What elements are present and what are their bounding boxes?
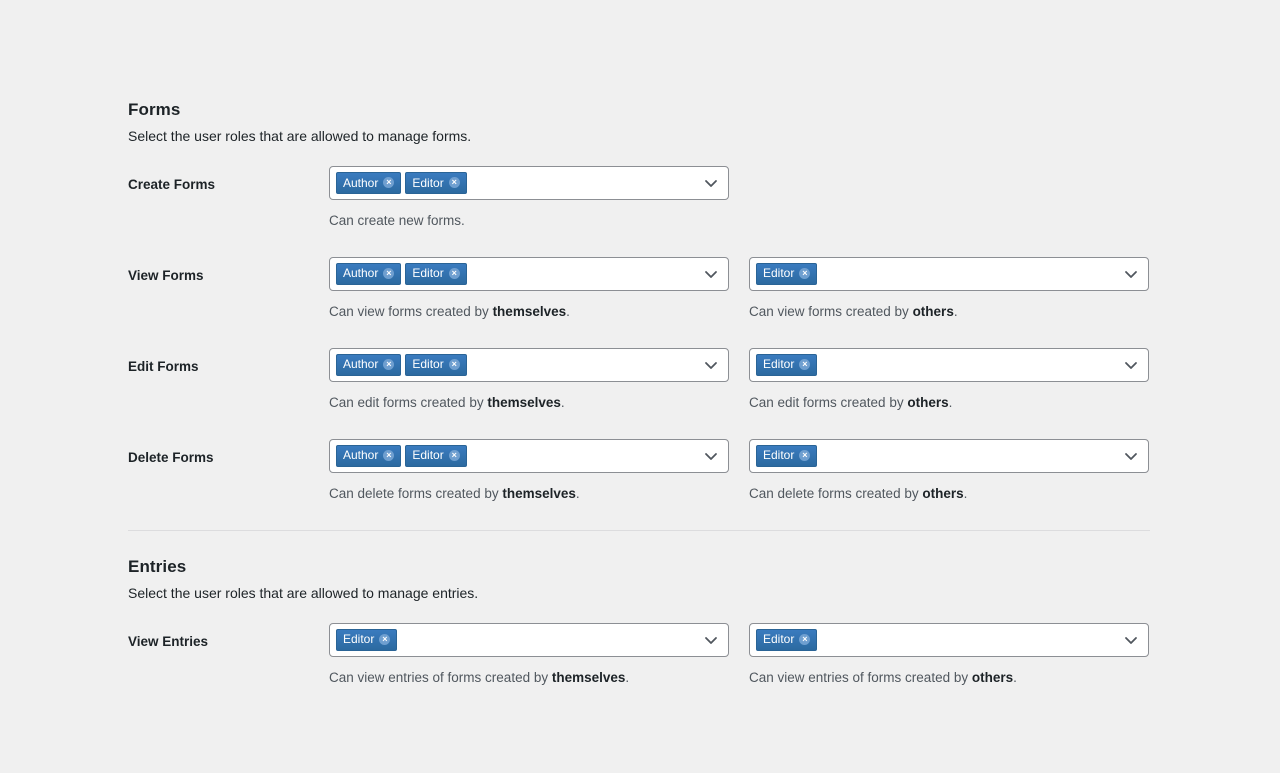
permission-row [128, 348, 1150, 413]
role-chip-label: Editor [763, 448, 795, 463]
role-chip-label: Editor [412, 175, 444, 190]
role-chip-label: Editor [343, 632, 375, 647]
chevron-down-icon [704, 358, 718, 372]
permission-field [749, 439, 1149, 504]
role-multiselect[interactable] [749, 439, 1149, 473]
role-chip-label: Editor [763, 357, 795, 372]
permission-field [329, 439, 729, 504]
permission-row-label: Create Forms [128, 177, 216, 192]
help-suffix: . [1013, 669, 1017, 685]
role-chip[interactable] [405, 263, 466, 285]
chevron-down-icon [1124, 358, 1138, 372]
section-title: Forms [128, 100, 181, 119]
help-emphasis: themselves [502, 485, 576, 501]
help-prefix: Can view entries of forms created by [749, 669, 972, 685]
role-chip-label: Author [343, 448, 379, 463]
help-emphasis: themselves [551, 669, 626, 685]
chevron-down-icon [1124, 267, 1138, 281]
role-chip-label: Author [343, 175, 379, 190]
role-chip-label: Editor [763, 266, 795, 281]
role-multiselect[interactable] [749, 348, 1149, 382]
permission-row [128, 439, 1150, 504]
permission-field [329, 166, 729, 231]
role-chip[interactable] [756, 263, 817, 285]
role-multiselect[interactable] [329, 439, 729, 473]
role-multiselect[interactable] [329, 623, 729, 657]
field-help-text [329, 485, 729, 504]
field-help-text [329, 394, 729, 413]
help-prefix: Can view forms created by [749, 303, 913, 319]
role-chip-label: Author [343, 357, 379, 372]
permission-fields [329, 257, 1150, 322]
field-help-text [329, 303, 729, 322]
chevron-down-icon [1124, 449, 1138, 463]
permission-fields [329, 166, 1150, 231]
role-chip-label: Editor [763, 632, 795, 647]
field-help-text [329, 669, 729, 688]
role-multiselect[interactable] [329, 166, 729, 200]
close-icon[interactable]: × [449, 359, 460, 370]
help-prefix: Can delete forms created by [329, 485, 503, 501]
close-icon[interactable]: × [799, 359, 810, 370]
help-emphasis: themselves [492, 303, 567, 319]
help-emphasis: others [907, 394, 949, 410]
role-chip-label: Editor [412, 448, 444, 463]
close-icon[interactable]: × [449, 450, 460, 461]
role-chip[interactable] [336, 263, 401, 285]
chevron-down-icon [704, 267, 718, 281]
role-chip[interactable] [756, 354, 817, 376]
chevron-down-icon [704, 449, 718, 463]
role-chip[interactable] [405, 172, 466, 194]
close-icon[interactable]: × [379, 634, 390, 645]
help-emphasis: others [922, 485, 964, 501]
help-suffix: . [566, 303, 570, 319]
field-help-text [749, 485, 1149, 504]
field-help-text [749, 394, 1149, 413]
close-icon[interactable]: × [799, 450, 810, 461]
help-emphasis: themselves [487, 394, 561, 410]
section-description: Select the user roles that are allowed to manage forms. [128, 128, 472, 144]
role-chip[interactable] [756, 629, 817, 651]
permission-row [128, 166, 1150, 231]
permission-row [128, 257, 1150, 322]
help-prefix: Can view forms created by [329, 303, 493, 319]
field-help-text [329, 212, 729, 231]
role-chip[interactable] [336, 172, 401, 194]
role-chip[interactable] [405, 354, 466, 376]
role-chip-label: Author [343, 266, 379, 281]
close-icon[interactable]: × [383, 450, 394, 461]
role-chip-label: Editor [412, 266, 444, 281]
permission-row [128, 623, 1150, 688]
role-multiselect[interactable] [329, 348, 729, 382]
help-emphasis: others [912, 303, 954, 319]
close-icon[interactable]: × [799, 634, 810, 645]
close-icon[interactable]: × [383, 268, 394, 279]
section-divider [128, 530, 1150, 531]
chevron-down-icon [1124, 633, 1138, 647]
help-suffix: . [953, 303, 958, 319]
role-multiselect[interactable] [749, 623, 1149, 657]
permission-field [749, 348, 1149, 413]
permission-field [329, 348, 729, 413]
permission-field [749, 623, 1149, 688]
help-prefix: Can edit forms created by [329, 394, 488, 410]
role-chip[interactable] [756, 445, 817, 467]
permission-row-label: Delete Forms [128, 449, 214, 465]
close-icon[interactable]: × [449, 177, 460, 188]
permission-fields [329, 348, 1150, 413]
settings-section [128, 100, 1150, 504]
section-description: Select the user roles that are allowed to manage entries. [128, 584, 479, 601]
role-chip[interactable] [336, 629, 397, 651]
help-suffix: . [625, 669, 630, 685]
chevron-down-icon [704, 176, 718, 190]
permission-field [329, 257, 729, 322]
help-prefix: Can edit forms created by [749, 394, 908, 410]
help-suffix: . [963, 485, 968, 501]
role-multiselect[interactable] [329, 257, 729, 291]
role-multiselect[interactable] [749, 257, 1149, 291]
sections-container [128, 100, 1280, 687]
help-suffix: . [575, 485, 580, 501]
close-icon[interactable]: × [799, 268, 810, 279]
close-icon[interactable]: × [383, 359, 394, 370]
help-emphasis: others [971, 669, 1014, 685]
permission-row-label: View Entries [128, 633, 209, 649]
close-icon[interactable]: × [449, 268, 460, 279]
field-help-text [749, 669, 1149, 688]
permission-fields [329, 439, 1150, 504]
permission-field [749, 257, 1149, 322]
chevron-down-icon [704, 633, 718, 647]
permission-row-label: View Forms [128, 267, 204, 283]
help-suffix: . [948, 394, 953, 410]
role-chip[interactable] [336, 445, 401, 467]
permission-fields [329, 623, 1150, 688]
field-help-text [749, 303, 1149, 322]
role-chip[interactable] [405, 445, 466, 467]
close-icon[interactable]: × [383, 177, 394, 188]
help-prefix: Can create new forms. [329, 213, 465, 228]
role-chip-label: Editor [412, 357, 444, 372]
permission-row-label: Edit Forms [128, 358, 199, 374]
settings-section [128, 557, 1150, 688]
help-prefix: Can view entries of forms created by [329, 669, 552, 685]
permission-field [329, 623, 729, 688]
role-chip[interactable] [336, 354, 401, 376]
section-title: Entries [128, 556, 187, 576]
help-prefix: Can delete forms created by [749, 485, 923, 501]
help-suffix: . [560, 394, 565, 410]
